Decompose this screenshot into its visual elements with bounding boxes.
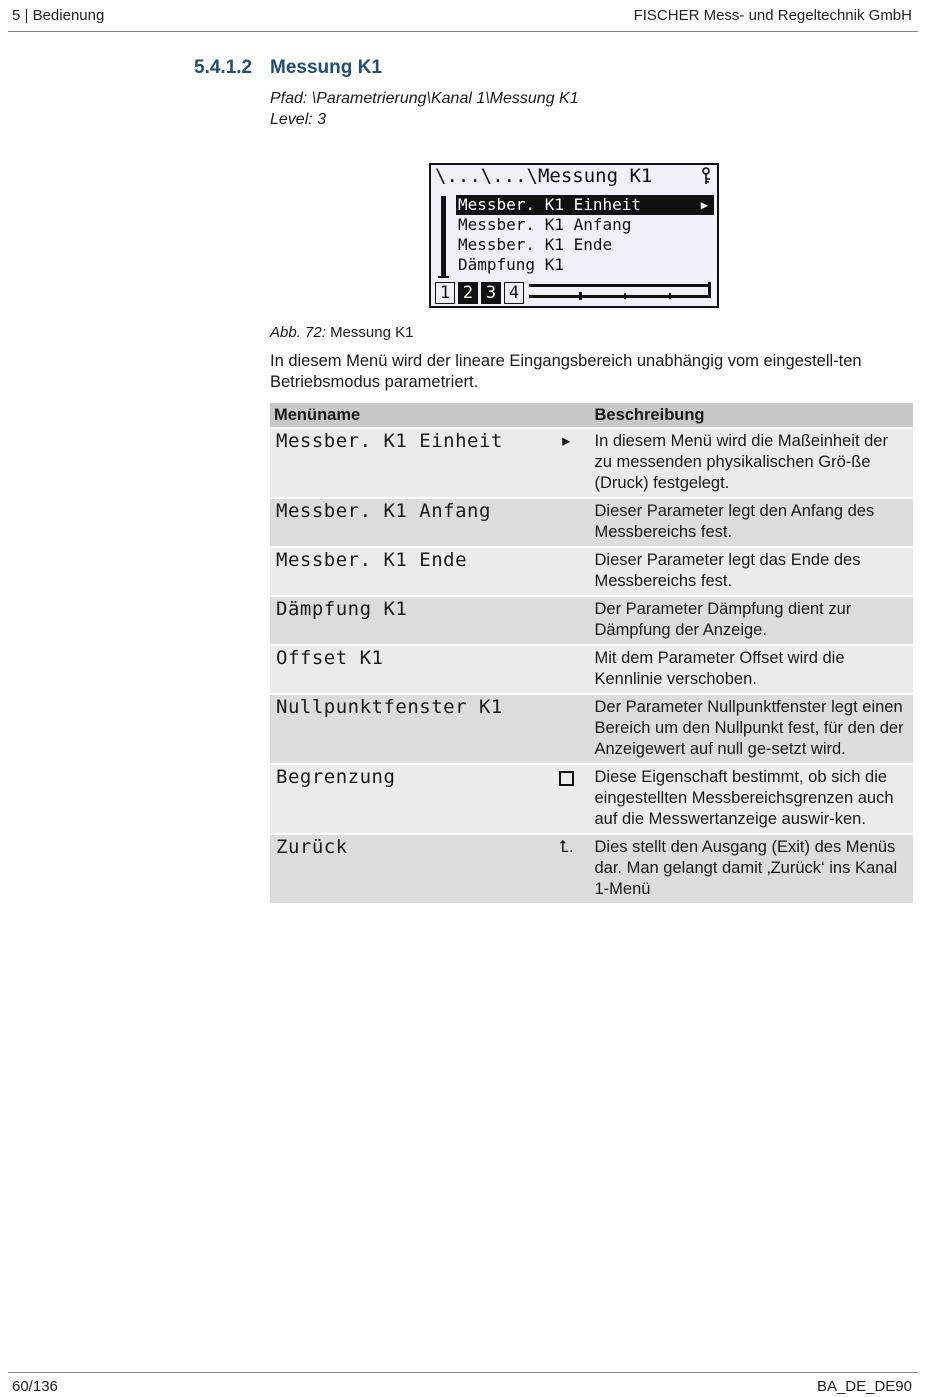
lcd-menu-item[interactable] [456,235,714,255]
menu-name-cell: Zurück [270,834,542,903]
lcd-menu-item[interactable] [456,215,714,235]
submenu-arrow-icon: ▸ [542,428,590,498]
table-row [270,547,913,596]
channel-3-indicator: 3 [481,282,501,304]
lcd-menu-item-label: Dämpfung K1 [458,255,564,274]
lcd-menu-item-label: Messber. K1 Anfang [458,215,632,234]
description-cell: Mit dem Parameter Offset wird die Kennlinie verschoben. [590,645,913,694]
description-cell: Dieser Parameter legt das Ende des Messbereichs fest. [590,547,913,596]
header-divider [8,31,918,32]
description-cell: Diese Eigenschaft bestimmt, ob sich die eingestellten Messbereichsgrenzen auch auf die Messwertanzeige auswir-ken. [590,764,913,834]
checkbox-icon [559,771,574,786]
icon-cell [542,694,590,764]
description-cell: Der Parameter Dämpfung dient zur Dämpfung der Anzeige. [590,596,913,645]
description-cell: In diesem Menü wird die Maßeinheit der zu messenden physikalischen Grö-ße (Druck) festgelegt. [590,428,913,498]
table-row [270,596,913,645]
lcd-menu-item[interactable] [456,195,714,215]
section-number: 5.4.1.2 [194,57,253,78]
key-icon [701,167,711,189]
column-header-description: Beschreibung [590,403,913,428]
channel-4-indicator: 4 [504,282,524,304]
document-code: BA_DE_DE90 [816,1378,912,1395]
access-level: Level: 3 [270,111,327,128]
channel-2-indicator: 2 [458,282,478,304]
section-title: Messung K1 [270,57,382,78]
lcd-level-meter [529,284,711,302]
icon-cell [542,547,590,596]
column-header-name: Menüname [270,403,590,428]
figure-title: Messung K1 [330,324,414,341]
table-row [270,764,913,834]
back-arrow-icon: ⮤. [542,834,590,903]
section-path-block [270,88,579,130]
icon-cell [542,498,590,547]
description-cell: Dies stellt den Ausgang (Exit) des Menüs dar. Man gelangt damit ‚Zurück‘ ins Kanal 1-Menü [590,834,913,903]
table-header-row [270,403,913,428]
intro-paragraph: In diesem Menü wird der lineare Eingangsbereich unabhängig vom eingestell-ten Betriebsmodus parametriert. [270,352,862,391]
menu-path: Pfad: \Parametrierung\Kanal 1\Messung K1 [270,90,579,107]
header-chapter: 5 | Bedienung [12,7,105,24]
lcd-scrollbar-end [438,276,449,278]
table-row [270,834,913,903]
menu-name-cell: Messber. K1 Anfang [270,498,542,547]
meter-tick [624,293,626,299]
channel-1-indicator: 1 [435,282,455,304]
header-company: FISCHER Mess- und Regeltechnik GmbH [633,7,912,24]
table-row [270,645,913,694]
page-number: 60/136 [12,1378,58,1395]
menu-table [270,403,913,903]
menu-name-cell: Nullpunktfenster K1 [270,694,542,764]
menu-name-cell: Begrenzung [270,764,542,834]
table-row [270,498,913,547]
lcd-menu-list [456,195,714,275]
lcd-status-bar [435,282,713,304]
description-cell: Dieser Parameter legt den Anfang des Messbereichs fest. [590,498,913,547]
lcd-menu-item[interactable] [456,255,714,275]
menu-name-cell: Dämpfung K1 [270,596,542,645]
lcd-title: \...\...\Messung K1 [435,165,653,187]
icon-cell [542,596,590,645]
menu-name-cell: Offset K1 [270,645,542,694]
meter-end [708,282,711,298]
lcd-menu-item-label: Messber. K1 Ende [458,235,613,254]
figure-caption [270,324,413,341]
icon-cell [542,645,590,694]
table-row [270,694,913,764]
meter-tick [669,293,671,299]
lcd-menu-item-label: Messber. K1 Einheit [458,195,642,214]
table-row [270,428,913,498]
meter-marker [579,292,582,300]
menu-name-cell: Messber. K1 Einheit [270,428,542,498]
checkbox-icon [542,764,590,834]
description-cell: Der Parameter Nullpunktfenster legt einen Bereich um den Nullpunkt fest, für den der Anzeigewert auf null ge-setzt wird. [590,694,913,764]
lcd-display [429,163,719,308]
menu-name-cell: Messber. K1 Ende [270,547,542,596]
lcd-scrollbar [441,196,446,278]
submenu-arrow-icon: ▶ [700,198,708,212]
footer-divider [8,1372,918,1373]
figure-label: Abb. 72: [270,324,326,341]
